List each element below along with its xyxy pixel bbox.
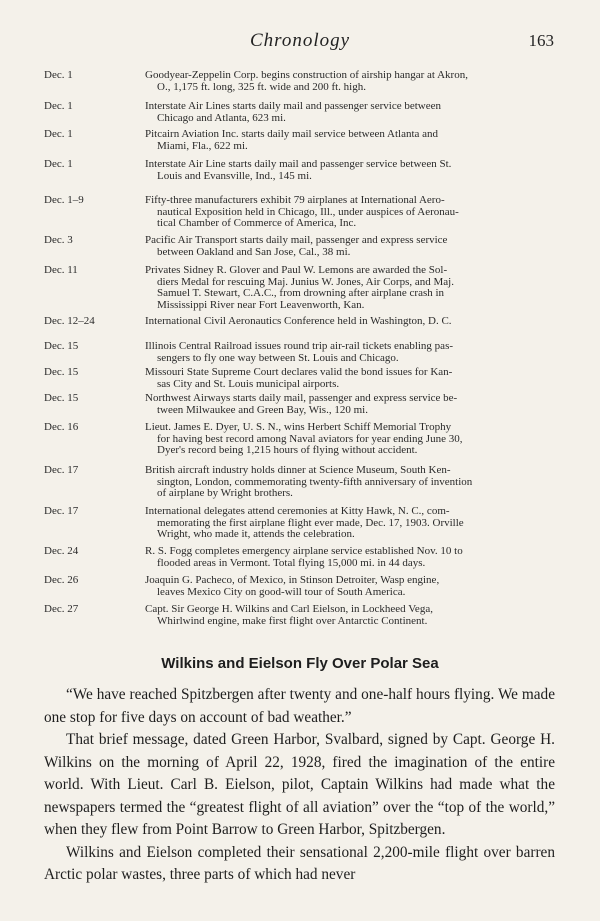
entry-line: sengers to fly one way between St. Louis and Chicago. (157, 351, 399, 364)
entry-line: nautical Exposition held in Chicago, Ill., under auspices of Aeronau- (157, 205, 459, 218)
section-heading: Wilkins and Eielson Fly Over Polar Sea (161, 655, 439, 672)
entry-line: Northwest Airways starts daily mail, passenger and express service be- (145, 392, 458, 404)
entry-description (145, 70, 551, 93)
entry-description (145, 393, 551, 416)
entry-line: Joaquin G. Pacheco, of Mexico, in Stinson Detroiter, Wasp engine, (145, 574, 440, 586)
entry-date: Dec. 15 (44, 366, 79, 378)
entry-line: O., 1,175 ft. long, 325 ft. wide and 200 ft. high. (157, 80, 366, 93)
entry-date: Dec. 27 (44, 603, 79, 615)
entry-description (145, 101, 551, 124)
entry-date: Dec. 24 (44, 545, 79, 557)
entry-description (145, 159, 551, 182)
entry-date: Dec. 12–24 (44, 315, 95, 327)
entry-description (145, 316, 551, 328)
entry-description (145, 422, 551, 457)
entry-description (145, 604, 551, 627)
entry-line: Fifty-three manufacturers exhibit 79 airplanes at International Aero- (145, 194, 445, 206)
entry-line: Miami, Fla., 622 mi. (157, 139, 248, 152)
entry-description (145, 129, 551, 152)
entry-date: Dec. 1 (44, 128, 73, 140)
entry-line: Samuel T. Stewart, C.A.C., from drowning after airplane crash in (157, 287, 445, 300)
entry-date: Dec. 3 (44, 234, 73, 246)
entry-description (145, 506, 551, 541)
entry-line: Illinois Central Railroad issues round trip air-rail tickets enabling pas- (145, 340, 454, 352)
paragraph: Wilkins and Eielson completed their sensational 2,200-mile flight over barren Arctic polar wastes, three parts of which had never (44, 843, 555, 883)
entry-line: diers Medal for rescuing Maj. Junius W. Jones, Air Corps, and Maj. (157, 275, 454, 288)
entry-line: British aircraft industry holds dinner at Science Museum, South Ken- (145, 464, 451, 476)
entry-line: between Oakland and San Jose, Cal., 38 mi. (157, 245, 351, 258)
entry-line: memorating the first airplane flight ever made, Dec. 17, 1903. Orville (157, 516, 464, 529)
entry-line: of airplane by Wright brothers. (157, 487, 293, 500)
entry-line: International delegates attend ceremonies at Kitty Hawk, N. C., com- (145, 505, 450, 517)
entry-description (145, 195, 551, 230)
entry-line: Wright, who made it, attends the celebration. (157, 528, 355, 541)
entry-line: Interstate Air Lines starts daily mail and passenger service between (145, 100, 441, 112)
entry-line: Interstate Air Line starts daily mail and passenger service between St. (145, 158, 452, 170)
entry-line: International Civil Aeronautics Conference held in Washington, D. C. (145, 315, 452, 327)
entry-line: sas City and St. Louis municipal airports. (157, 377, 340, 390)
entry-date: Dec. 1–9 (44, 194, 84, 206)
entry-line: Pacific Air Transport starts daily mail, passenger and express service (145, 234, 448, 246)
entry-line: Lieut. James E. Dyer, U. S. N., wins Herbert Schiff Memorial Trophy (145, 421, 452, 433)
entry-date: Dec. 1 (44, 100, 73, 112)
paragraph: “We have reached Spitzbergen after twenty and one-half hours flying. We made one stop for five days on account of bad weather.” (44, 686, 555, 726)
entry-description (145, 465, 551, 500)
entry-date: Dec. 15 (44, 340, 79, 352)
entry-line: tical Chamber of Commerce of America, Inc. (157, 217, 357, 230)
entry-date: Dec. 16 (44, 421, 79, 433)
paragraph: That brief message, dated Green Harbor, Svalbard, signed by Capt. George H. Wilkins on the morning of April 22, 1928, fired the imagination of the entire world. With Lieut. Carl B. Eielson, pilot, Captain Wilkins had made what the newspapers termed the “greatest flight of all aviation” over the “top of the world,” when they flew from Point Barrow to Green Harbor, Spitzbergen. (44, 731, 555, 838)
entry-line: Missouri State Supreme Court declares valid the bond issues for Kan- (145, 366, 453, 378)
entry-description (145, 546, 551, 569)
entry-line: for having best record among Naval aviators for year ending June 30, (157, 432, 463, 445)
entry-line: leaves Mexico City on good-will tour of South America. (157, 585, 406, 598)
entry-line: Louis and Evansville, Ind., 145 mi. (157, 169, 312, 182)
entry-line: Whirlwind engine, make first flight over Antarctic Continent. (157, 614, 428, 627)
entry-date: Dec. 1 (44, 69, 73, 81)
entry-line: Pitcairn Aviation Inc. starts daily mail service between Atlanta and (145, 128, 439, 140)
entry-line: Dyer's record being 1,215 hours of flying without accident. (157, 444, 418, 457)
entry-line: R. S. Fogg completes emergency airplane service established Nov. 10 to (145, 545, 463, 557)
entry-description (145, 265, 551, 311)
entry-description (145, 341, 551, 364)
entry-line: Capt. Sir George H. Wilkins and Carl Eielson, in Lockheed Vega, (145, 603, 433, 615)
entry-line: tween Milwaukee and Green Bay, Wis., 120 mi. (157, 403, 368, 416)
page-number: 163 (528, 31, 554, 50)
entry-line: sington, London, commemorating twenty-fifth anniversary of invention (157, 475, 473, 488)
entry-description (145, 235, 551, 258)
entry-date: Dec. 26 (44, 574, 79, 586)
entry-line: Mississippi River near Fort Leavenworth, Kan. (157, 298, 365, 311)
entry-date: Dec. 1 (44, 158, 73, 170)
entry-date: Dec. 17 (44, 464, 79, 476)
running-title: Chronology (249, 30, 351, 51)
entry-description (145, 367, 551, 390)
entry-date: Dec. 17 (44, 505, 79, 517)
entry-line: Goodyear-Zeppelin Corp. begins construction of airship hangar at Akron, (145, 69, 468, 81)
entry-line: Privates Sidney R. Glover and Paul W. Lemons are awarded the Sol- (145, 264, 448, 276)
entry-description (145, 575, 551, 598)
entry-date: Dec. 11 (44, 264, 78, 276)
entry-line: Chicago and Atlanta, 623 mi. (157, 111, 286, 124)
page-header (0, 30, 600, 56)
entry-date: Dec. 15 (44, 392, 79, 404)
body-text (44, 684, 555, 887)
entry-line: flooded areas in Vermont. Total flying 15,000 mi. in 44 days. (157, 556, 426, 569)
